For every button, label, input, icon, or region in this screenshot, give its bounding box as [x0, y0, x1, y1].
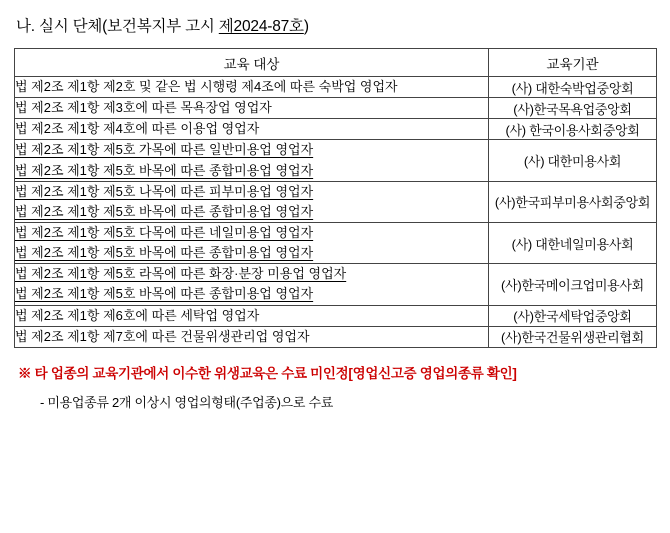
- table-row: [15, 77, 657, 98]
- table-row: [15, 222, 657, 263]
- cell-target: [15, 326, 489, 347]
- page-title: [16, 14, 656, 36]
- target-line: 법 제2조 제1항 제5호 바목에 따른 종합미용업 영업자: [15, 245, 314, 261]
- table-row: [15, 140, 657, 181]
- target-line: 법 제2조 제1항 제5호 나목에 따른 피부미용업 영업자: [15, 183, 314, 199]
- cell-target: [15, 119, 489, 140]
- table-row: [15, 181, 657, 222]
- target-line: 법 제2조 제1항 제5호 바목에 따른 종합미용업 영업자: [15, 162, 314, 178]
- cell-target: [15, 305, 489, 326]
- target-line: 법 제2조 제1항 제7호에 따른 건물위생관리업 영업자: [15, 328, 310, 344]
- table-head: [15, 49, 657, 77]
- cell-target: [15, 77, 489, 98]
- table-row: [15, 264, 657, 305]
- table-row: [15, 98, 657, 119]
- target-line: 법 제2조 제1항 제6호에 따른 세탁업 영업자: [15, 307, 260, 323]
- cell-target: [15, 222, 489, 263]
- footnote-subnote: - 미용업종류 2개 이상시 영업의형태(주업종)으로 수료: [40, 394, 333, 410]
- education-table: [14, 48, 657, 348]
- footnote-warning: ※ 타 업종의 교육기관에서 이수한 위생교육은 수료 미인정[영업신고증 영업의종류 확인]: [18, 365, 517, 381]
- page-title-prefix: 나. 실시 단체(보건복지부 고시: [16, 18, 219, 35]
- cell-org: (사) 한국이용사회중앙회: [489, 119, 657, 140]
- target-line: 법 제2조 제1항 제5호 바목에 따른 종합미용업 영업자: [15, 203, 314, 219]
- cell-target: [15, 181, 489, 222]
- cell-target: [15, 264, 489, 305]
- table-body: [15, 77, 657, 348]
- target-line: 법 제2조 제1항 제5호 가목에 따른 일반미용업 영업자: [15, 142, 314, 158]
- target-line: 법 제2조 제1항 제3호에 따른 목욕장업 영업자: [15, 100, 272, 116]
- page-title-suffix: ): [303, 18, 309, 35]
- cell-target: [15, 140, 489, 181]
- cell-org: (사)한국메이크업미용사회: [489, 264, 657, 305]
- cell-org: (사) 대한미용사회: [489, 140, 657, 181]
- column-header-org: 교육기관: [489, 49, 657, 77]
- target-line: 법 제2조 제1항 제4호에 따른 이용업 영업자: [15, 121, 260, 137]
- column-header-target: 교육 대상: [15, 49, 489, 77]
- cell-org: (사) 대한숙박업중앙회: [489, 77, 657, 98]
- cell-org: (사) 대한네일미용사회: [489, 222, 657, 263]
- cell-org: (사)한국목욕업중앙회: [489, 98, 657, 119]
- page-title-notice-number: 제2024-87호: [218, 18, 304, 35]
- cell-org: (사)한국세탁업중앙회: [489, 305, 657, 326]
- cell-target: [15, 98, 489, 119]
- target-line: 법 제2조 제1항 제5호 다목에 따른 네일미용업 영업자: [15, 224, 314, 240]
- cell-org: (사)한국건물위생관리협회: [489, 326, 657, 347]
- table-header-row: [15, 49, 657, 77]
- table-row: [15, 119, 657, 140]
- table-row: [15, 305, 657, 326]
- cell-org: (사)한국피부미용사회중앙회: [489, 181, 657, 222]
- table-row: [15, 326, 657, 347]
- target-line: 법 제2조 제1항 제2호 및 같은 법 시행령 제4조에 따른 숙박업 영업자: [15, 79, 398, 94]
- target-line: 법 제2조 제1항 제5호 바목에 따른 종합미용업 영업자: [15, 286, 314, 302]
- target-line: 법 제2조 제1항 제5호 라목에 따른 화장·분장 미용업 영업자: [15, 266, 347, 282]
